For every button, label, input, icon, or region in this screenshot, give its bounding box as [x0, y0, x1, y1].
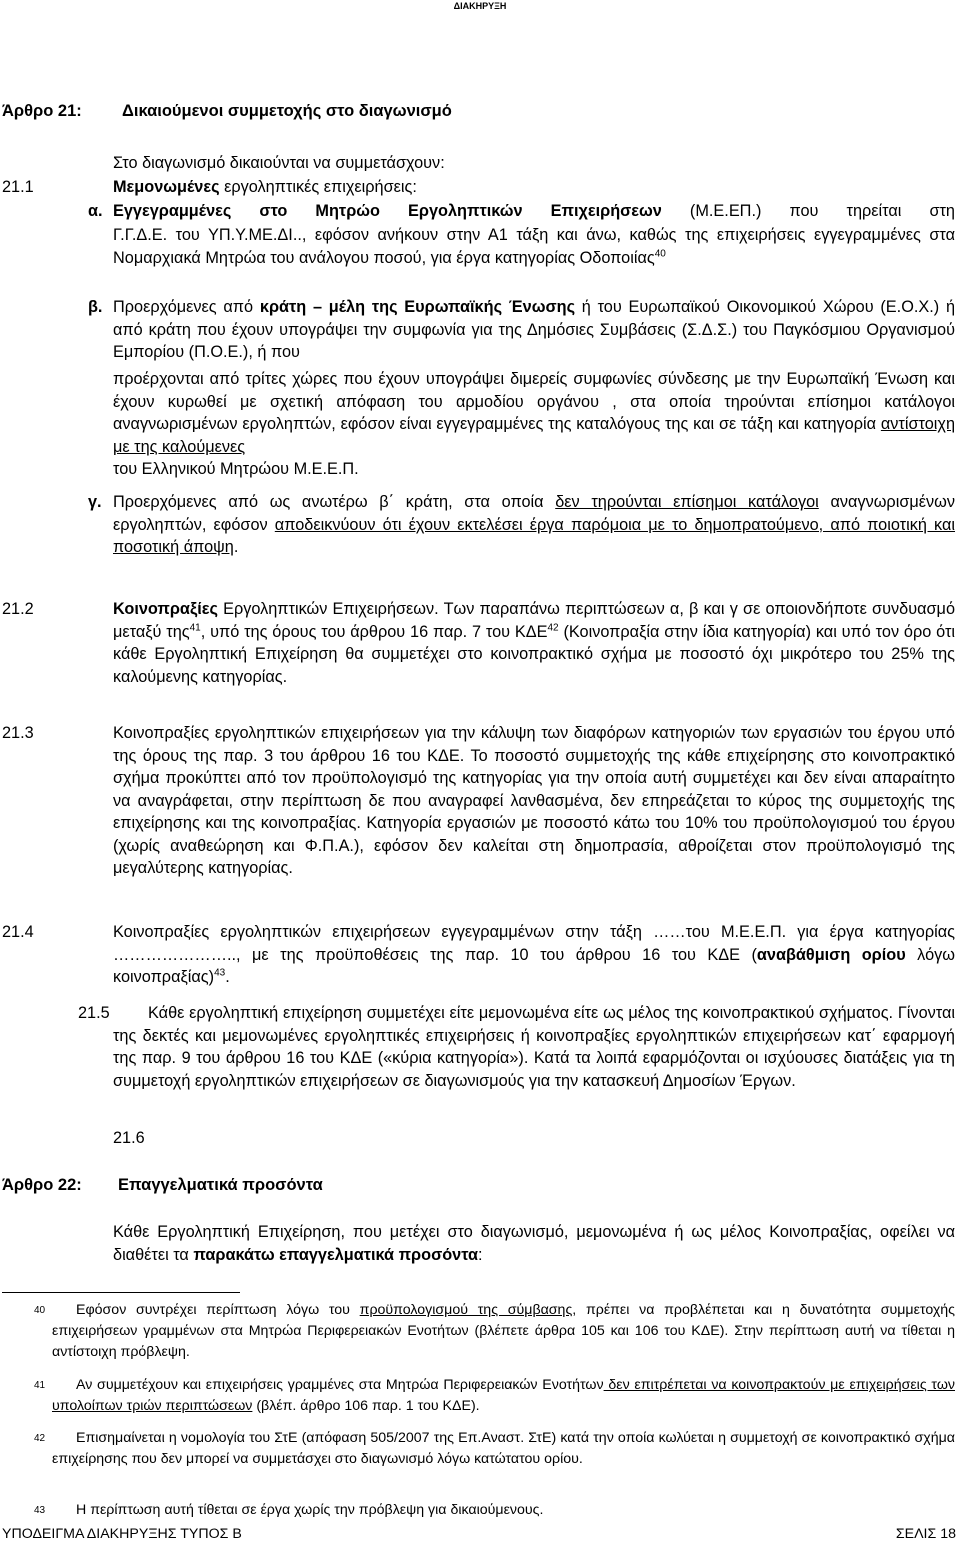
section-21-5-number: 21.5	[78, 1004, 110, 1022]
item-b-letter: β.	[88, 298, 103, 316]
section-21-2-number: 21.2	[2, 600, 34, 618]
section-21-1-number: 21.1	[2, 178, 34, 196]
footnote-40-underlined: προϋπολογισμού της σύμβασης	[359, 1302, 573, 1318]
item-b-bold: κράτη – μέλη της Ευρωπαϊκής Ένωσης	[259, 298, 576, 316]
footnote-40-body: Εφόσον συντρέχει περίπτωση λόγω του	[76, 1302, 360, 1318]
footnote-40-number: 40	[34, 1305, 46, 1316]
section-21-1-heading	[113, 176, 417, 199]
footnote-ref-41[interactable]: 41	[189, 622, 201, 634]
section-21-2-body2: , υπό της όρους του άρθρου 16 παρ. 7 του ΚΔΕ	[200, 622, 548, 641]
footnote-41-body: Αν συμμετέχουν και επιχειρήσεις γραμμένες στα Μητρώα Περιφερειακών Ενοτήτων	[76, 1377, 604, 1393]
footnote-40-body2: , πρέπει να προβλέπεται και η δυνατότητα συμμετοχής επιχειρήσεων γραμμένων στα Μητρώα Περιφερειακών Ενοτήτων (βλέπετε άρθρα 105 και 106 του ΚΔΕ). Στην περίπτωση αυτή να τίθεται η αντίστοιχη πρόβλεψη.	[52, 1302, 955, 1360]
footnote-separator	[2, 1292, 240, 1293]
footer-document-title: ΥΠΟΔΕΙΓΜΑ ΔΙΑΚΗΡΥΞΗΣ ΤΥΠΟΣ Β	[2, 1526, 242, 1542]
item-b-underlined: αντίστοιχη με της καλούμενες	[113, 415, 955, 456]
article-22-text	[113, 1221, 955, 1266]
footnote-43-number: 43	[34, 1505, 46, 1516]
item-b-body2: προέρχονται από τρίτες χώρες που έχουν υπογράψει διμερείς συμφωνίες σύνδεσης με την Ευρωπαϊκή Ένωση και έχουν κυρωθεί με σχετική απόφαση του αρμοδίου οργάνου , στα οποία τηρούνται επίσημοι κατάλογοι αναγνωρισμένων εργοληπτών, εφόσον είναι εγγεγραμμένες της καταλόγους της και σε τάξη και κατηγορία	[113, 370, 955, 433]
section-21-3-text: Κοινοπραξίες εργοληπτικών επιχειρήσεων για την κάλυψη των διαφόρων κατηγοριών των εργασιών του έργου υπό της όρους της παρ. 3 του άρθρου 16 του ΚΔΕ. Το ποσοστό συμμετοχής της κάθε επιχείρησης στο κοινοπρακτικό σχήμα προκύπτει από τον προϋπολογισμό της κατηγορίας για την οποία αυτή συμμετέχει και δεν είναι απαραίτητο να αναγράφεται, στην περίπτωση δε που αναγραφεί λανθασμένα, δεν επηρεάζεται το κύρος της συμμετοχής της επιχείρησης και της κοινοπραξίας. Κατηγορία εργασιών με ποσοστό κάτω του 10% του προϋπολογισμού του έργου (χωρίς αναθεώρηση και Φ.Π.Α.), εφόσον δεν καλείται στη δημοπρασία, αθροίζεται στον προϋπολογισμό της μεγαλύτερης κατηγορίας.	[113, 724, 955, 877]
article-22-end: :	[478, 1245, 483, 1264]
section-21-4-body2: λόγω κοινοπραξίας)	[113, 945, 955, 986]
footnote-42-text: Επισημαίνεται η νομολογία του ΣτΕ (απόφαση 505/2007 της Επ.Αναστ. ΣτΕ) κατά την οποία κωλύεται η συμμετοχή σε κοινοπρακτικό σχήμα επιχείρησης που δεν μπορεί να συμμετάσχει στο διαγωνισμό λόγω κατώτατου ορίου.	[52, 1430, 955, 1467]
footnote-42-number: 42	[34, 1433, 46, 1444]
footnote-ref-40[interactable]: 40	[654, 248, 666, 260]
item-c-intro: Προερχόμενες από ως ανωτέρω β΄ κράτη, στα οποία	[113, 493, 556, 511]
section-21-5-text: Κάθε εργοληπτική επιχείρηση συμμετέχει είτε μεμονωμένα είτε ως μέλος της κοινοπρακτικού σχήματος. Γίνονται της δεκτές και μεμονωμένες εργοληπτικές επιχειρήσεις ή κοινοπραξίες εργοληπτικών επιχειρήσεων κατ΄ εφαρμογή της παρ. 9 του άρθρου 16 του ΚΔΕ («κύρια κατηγορία»). Κατά τα λοιπά εφαρμόζονται οι ισχύουσες διατάξεις για τη συμμετοχή εργοληπτικών επιχειρήσεων σε διαγωνισμούς για την κατασκευή Δημοσίων Έργων.	[113, 1004, 955, 1090]
individual-label: Μεμονωμένες	[113, 178, 220, 196]
footer-page-number: ΣΕΛΙΣ 18	[895, 1526, 956, 1542]
threshold-upgrade-label: αναβάθμιση ορίου	[756, 945, 906, 964]
section-21-2-text	[113, 598, 955, 688]
article-22-body: Κάθε Εργοληπτική Επιχείρηση, που μετέχει στο διαγωνισμό, μεμονωμένα ή ως μέλος Κοινοπραξίας, οφείλει να διαθέτει τα	[113, 1223, 955, 1264]
section-21-2-body3: (Κοινοπραξία στην ίδια κατηγορία) και υπό τον όρο ότι κάθε Εργοληπτική Επιχείρηση θα συμμετέχει στο κοινοπρακτικό σχήμα με ποσοστό όχι μικρότερο του 25% της καλούμενης κατηγορίας.	[113, 622, 955, 686]
article-22-bold: παρακάτω επαγγελματικά προσόντα	[193, 1245, 479, 1264]
footnote-43-text: Η περίπτωση αυτή τίθεται σε έργα χωρίς την πρόβλεψη για δικαιούμενους.	[76, 1502, 544, 1518]
section-21-4-text	[113, 921, 955, 989]
section-21-4-body1: Κοινοπραξίες εργοληπτικών επιχειρήσεων εγγεγραμμένων στην τάξη ……του Μ.Ε.Ε.Π. για έργα κατηγορίας ………………….., με της προϋποθέσεις της παρ. 10 του άρθρου 16 του ΚΔΕ (	[113, 923, 955, 964]
article-21-label: Άρθρο 21:	[2, 102, 82, 120]
intro-text: Στο διαγωνισμό δικαιούνται να συμμετάσχουν:	[113, 154, 445, 172]
item-b-text	[113, 296, 955, 364]
item-a-bold: Εγγεγραμμένες στο Μητρώο Εργοληπτικών Επιχειρήσεων	[113, 202, 662, 220]
item-a-letter: α.	[88, 202, 103, 220]
footnote-41-body2: (βλέπ. άρθρο 106 παρ. 1 του ΚΔΕ).	[252, 1398, 480, 1414]
item-b-intro: Προερχόμενες από	[113, 298, 260, 316]
item-c-text	[113, 491, 955, 559]
footnote-40-text	[52, 1300, 955, 1363]
item-a-line1	[113, 200, 955, 223]
article-22-label: Άρθρο 22:	[2, 1176, 82, 1194]
item-c-underlined-2: αποδεικνύουν ότι έχουν εκτελέσει έργα παρόμοια με το δημοπρατούμενο, από ποιοτική και ποσοτική άποψη	[113, 515, 956, 556]
footnote-ref-42[interactable]: 42	[547, 622, 559, 634]
footnote-ref-43[interactable]: 43	[214, 967, 226, 979]
item-a-body: Γ.Γ.Δ.Ε. του ΥΠ.Υ.ΜΕ.ΔΙ.., εφόσον ανήκουν στην Α1 τάξη και άνω, καθώς της επιχειρήσεις εγγεγραμμένες στα Νομαρχιακά Μητρώα του ανάλογου ποσού, για έργα κατηγορίας Οδοποιίας	[113, 226, 955, 267]
section-21-2-body1: Εργοληπτικών Επιχειρήσεων. Των παραπάνω περιπτώσεων α, β και γ σε οποιονδήποτε συνδυασμό μεταξύ της	[113, 600, 955, 641]
item-b-end: του Ελληνικού Μητρώου Μ.Ε.Ε.Π.	[113, 460, 359, 478]
section-21-4-number: 21.4	[2, 923, 34, 941]
individual-text: εργοληπτικές επιχειρήσεις:	[219, 178, 417, 196]
joint-ventures-label: Κοινοπραξίες	[113, 600, 218, 618]
item-c-letter: γ.	[88, 493, 102, 511]
footnote-41-number: 41	[34, 1380, 46, 1391]
item-b-continued	[113, 368, 955, 481]
item-c-body: αναγνωρισμένων εργοληπτών, εφόσον	[113, 493, 955, 534]
section-21-4-end: .	[225, 968, 230, 986]
footnote-41-underlined: δεν επιτρέπεται να κοινοπρακτούν με επιχειρήσεις των υπολοίπων τριών περιπτώσεων	[52, 1377, 955, 1414]
item-a-text	[113, 224, 955, 269]
article-22-title: Επαγγελματικά προσόντα	[118, 1176, 323, 1194]
item-a-rest: (Μ.Ε.ΕΠ.) που τηρείται στη	[661, 202, 955, 220]
item-c-underlined-1: δεν τηρούνται επίσημοι κατάλογοι	[555, 493, 819, 511]
item-b-body: ή του Ευρωπαϊκού Οικονομικού Χώρου (Ε.Ο.Χ.) ή από κράτη που έχουν υπογράψει την συμφωνία για της Δημόσιες Συμβάσεις (Σ.Δ.Σ.) του Παγκόσμιου Οργανισμού Εμπορίου (Π.Ο.Ε.), ή που	[113, 298, 955, 361]
section-21-6-number: 21.6	[113, 1129, 145, 1147]
page-header: ΔΙΑΚΗΡΥΞΗ	[453, 1, 507, 11]
footnote-41-text	[52, 1375, 955, 1417]
article-21-title: Δικαιούμενοι συμμετοχής στο διαγωνισμό	[122, 102, 452, 120]
section-21-3-number: 21.3	[2, 724, 34, 742]
item-c-end: .	[233, 538, 239, 556]
